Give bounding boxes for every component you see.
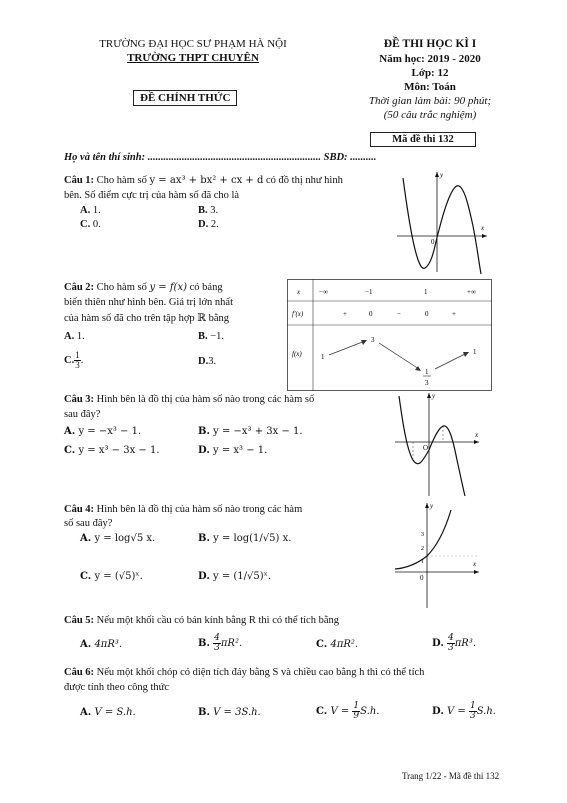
question-2-line-2: biến thiên như hình bên. Giá trị lớn nhất [64,297,234,308]
candidate-line [64,152,376,163]
tick-label: 3 [421,532,424,538]
exam-code: Mã đề thi 132 [370,132,476,147]
question-1 [64,175,343,186]
school-year: Năm học: 2019 - 2020 [379,53,481,65]
exam-time: Thời gian làm bài: 90 phút; [368,95,492,107]
sign: + [452,310,456,318]
formula: y = ax³ + bx² + cx + d [149,175,264,186]
f-row-label: f(x) [292,350,302,358]
option-d[interactable]: D. V = $\frac{1}{3}$ S.h. [432,701,496,721]
y-axis-label: y [432,392,436,400]
question-count: (50 câu trắc nghiệm) [383,109,477,121]
f-left: 1 [321,353,325,361]
option-a[interactable]: A. V = S.h. [80,707,136,718]
school-name: TRƯỜNG THPT CHUYÊN [127,52,259,64]
option-a[interactable]: A. 1. [64,331,85,342]
x-value: −∞ [319,288,328,296]
grade: Lớp: 12 [411,67,449,79]
f-max: 3 [371,336,375,344]
option-b[interactable]: B. y = log(1/√5) x. [198,533,292,544]
option-b[interactable]: B. y = −x³ + 3x − 1. [198,426,303,437]
question-number: Câu 3: [64,394,95,405]
question-text: có đồ thị như hình [263,175,343,186]
option-b[interactable]: B. V = 3S.h. [198,707,261,718]
f-min-num: 1 [425,368,429,376]
y-axis-label: y [440,171,444,179]
option-b[interactable]: B. 3. [198,205,219,216]
tick-label: 1 [421,559,424,565]
question-1-line-2: bên. Số điểm cực trị của hàm số đã cho là [64,190,240,201]
question-6: Câu 6: Nếu một khối chóp có diện tích đáy bằng S và chiều cao bằng h thì có thể tích [64,667,425,678]
x-row-label: x [297,288,301,296]
sign: + [343,310,347,318]
page-footer: Trang 1/22 - Mã đề thi 132 [402,771,500,781]
question-6-line-2: được tính theo công thức [64,682,169,693]
origin-label: O [423,444,429,452]
option-c[interactable]: C. $\frac{1}{3}$ . [64,350,84,370]
university-name: TRƯỜNG ĐẠI HỌC SƯ PHẠM HÀ NỘI [99,38,287,50]
official-label: ĐỀ CHÍNH THỨC [133,90,237,106]
question-number: Câu 5: [64,615,95,626]
option-d[interactable]: D. y = x³ − 1. [198,445,268,456]
x-value: 1 [424,288,428,296]
question-number: Câu 1: [64,175,95,186]
origin-label: 0 [431,238,435,246]
sbd-dots: .......... [350,152,377,163]
tick-label: 2 [421,546,424,552]
variation-table [287,279,492,391]
f-min-den: 3 [425,379,429,387]
option-b[interactable]: B. $\frac{4}{3}$ πR². [198,633,243,653]
x-axis-label: x [481,224,485,232]
option-d[interactable]: D. 2. [198,219,219,230]
name-label: Họ và tên thí sinh: [64,152,148,163]
option-c[interactable]: C. 0. [80,219,101,230]
option-c[interactable]: C. y = x³ − 3x − 1. [64,445,160,456]
sign: 0 [369,310,373,318]
option-a[interactable]: A. y = log√5 x. [80,533,156,544]
origin-label: 0 [420,574,424,582]
option-b[interactable]: B. −1. [198,331,225,342]
f-right: 1 [473,348,477,356]
option-c[interactable]: C. V = $\frac{1}{9}$ S.h. [316,701,380,721]
cubic-graph-3 [393,390,483,498]
question-5: Câu 5: Nếu một khối cầu có bán kính bằng R thì có thể tích bằng [64,615,339,626]
fprime-row-label: f′(x) [292,310,304,318]
option-c[interactable]: C. 4πR². [316,639,359,650]
exponential-graph-4 [393,500,483,610]
option-d[interactable]: D. y = (1/√5)ˣ. [198,571,272,582]
question-number: Câu 2: [64,282,95,293]
question-number: Câu 4: [64,504,95,515]
subject: Môn: Toán [404,81,456,93]
x-axis-label: x [473,560,477,568]
question-3: Câu 3: Hình bên là đồ thị của hàm số nào trong các hàm số [64,394,315,405]
option-d[interactable]: D. $\frac{4}{3}$ πR³. [432,633,477,653]
x-axis-label: x [475,431,479,439]
cubic-graph-1 [393,168,493,276]
option-a[interactable]: A. 4πR³. [80,639,123,650]
question-4: Câu 4: Hình bên là đồ thị của hàm số nào trong các hàm [64,504,303,515]
option-a[interactable]: A. 1. [80,205,101,216]
x-value: +∞ [467,288,476,296]
sign: 0 [425,310,429,318]
x-value: −1 [365,288,373,296]
y-axis-label: y [430,502,434,510]
option-d[interactable]: D.3. [198,356,217,367]
sign: − [397,310,401,318]
question-2-line-3: của hàm số đã cho trên tập hợp ℝ bằng [64,313,230,324]
question-number: Câu 6: [64,667,95,678]
name-dots: .................................................................. [147,152,321,163]
question-2: Câu 2: Cho hàm số y = f(x) có bảng [64,282,223,293]
option-c[interactable]: C. y = (√5)ˣ. [80,571,143,582]
sbd-label: SBD: [320,152,351,163]
question-4-line-2: số sau đây? [64,518,113,529]
question-text: Cho hàm số [94,175,150,186]
exam-title: ĐỀ THI HỌC KÌ I [383,38,477,50]
question-3-line-2: sau đây? [64,409,101,420]
option-a[interactable]: A. y = −x³ − 1. [64,426,142,437]
